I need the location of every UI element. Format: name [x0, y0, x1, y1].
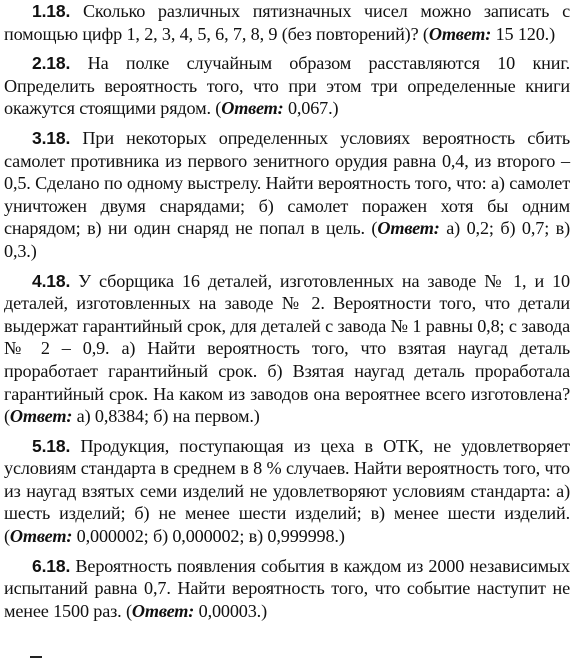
problem-6-18: 6.18. Вероятность появления события в каждом из 2000 независимых испытаний равна 0,7. Найти вероятность того, что событие наступит не менее 1500 раз. (Ответ: 0,00003.) — [4, 555, 570, 621]
problem-text: Сколько различных пятизначных чисел можно записать с помощью цифр 1, 2, 3, 4, 5, 6, 7, 8, 9 (без повторений)? — [4, 1, 570, 44]
problem-number: 6.18. — [32, 555, 71, 576]
problem-number: 4.18. — [32, 270, 71, 291]
answer-label: Ответ: — [377, 218, 440, 239]
problem-3-18: 3.18. При некоторых определенных условиях вероятность сбить самолет противника из первого зенитного орудия равна 0,4, из второго – 0,5. Сделано по одному выстрелу. Найти вероятность того, что: а) самолет уничтожен двумя снарядами; б) самолет поражен хотя бы одним снарядом; в) ни один снаряд не попал в цель. (Ответ: а) 0,2; б) 0,7; в) 0,3.) — [4, 127, 570, 261]
answer-value: 0,00003. — [198, 600, 262, 621]
problem-2-18: 2.18. На полке случайным образом расставляются 10 книг. Определить вероятность того, что при этом три определенные книги окажутся стоящими рядом. (Ответ: 0,067.) — [4, 53, 570, 119]
answer-label: Ответ: — [428, 23, 492, 44]
answer-label: Ответ: — [131, 600, 195, 621]
problem-number: 2.18. — [32, 53, 71, 74]
problem-text: Продукция, поступающая из цеха в ОТК, не удовлетворяет условиям стандарта в среднем в 8 % случаев. Найти вероятность того, что из наугад взятых семи изделий не удовлетворяют условиям стандарта: а) шесть изделий; б) не менее шести изделий; в) менее шести изделий. — [4, 435, 570, 524]
answer-label: Ответ: — [9, 526, 73, 547]
problem-text: При некоторых определенных условиях вероятность сбить самолет противника из первого зенитного орудия равна 0,4, из второго – 0,5. Сделано по одному выстрелу. Найти вероятность того, что: а) самолет уничтожен двумя снарядами; б) самолет поражен хотя бы одним снарядом; в) ни один снаряд не попал в цель. — [4, 127, 570, 239]
problem-number: 3.18. — [32, 127, 71, 148]
answer-label: Ответ: — [9, 406, 73, 427]
answer-value: 15 120. — [495, 23, 550, 44]
problem-5-18: 5.18. Продукция, поступающая из цеха в ОТК, не удовлетворяет условиям стандарта в среднем в 8 % случаев. Найти вероятность того, что из наугад взятых семи изделий не удовлетворяют условиям стандарта: а) шесть изделий; б) не менее шести изделий; в) менее шести изделий. (Ответ: 0,000002; б) 0,000002; в) 0,999998.) — [4, 435, 570, 547]
next-line-fragment — [30, 656, 42, 666]
problem-number: 1.18. — [32, 1, 71, 21]
problem-text: У сборщика 16 деталей, изготовленных на заводе № 1, и 10 деталей, изготовленных на заводе № 2. Вероятности того, что детали выдержат гарантийный срок, для деталей с завода № 1 равны 0,8; с завода № 2 – 0,9. а) Найти вероятность того, что взятая наугад деталь проработает гарантийный срок. б) Взятая наугад деталь проработала гарантийный срок. На каком из заводов она вероятнее всего изготовлена? — [4, 270, 570, 404]
answer-label: Ответ: — [221, 98, 284, 119]
problem-list — [4, 0, 570, 629]
problem-1-18: 1.18. Сколько различных пятизначных чисел можно записать с помощью цифр 1, 2, 3, 4, 5, 6, 7, 8, 9 (без повторений)? (Ответ: 15 120.) — [4, 1, 570, 44]
answer-value: а) 0,2; б) 0,7; в) 0,3. — [4, 218, 570, 261]
answer-value: 0,067. — [287, 98, 333, 119]
problem-text: На полке случайным образом расставляются 10 книг. Определить вероятность того, что при этом три определенные книги окажутся стоящими рядом. — [4, 53, 570, 119]
problem-number: 5.18. — [32, 435, 71, 456]
problem-text: Вероятность появления события в каждом из 2000 независимых испытаний равна 0,7. Найти вероятность того, что событие наступит не менее 1500 раз. — [4, 555, 570, 621]
problem-4-18: 4.18. У сборщика 16 деталей, изготовленных на заводе № 1, и 10 деталей, изготовленных на заводе № 2. Вероятности того, что детали выдержат гарантийный срок, для деталей с завода № 1 равны 0,8; с завода № 2 – 0,9. а) Найти вероятность того, что взятая наугад деталь проработает гарантийный срок. б) Взятая наугад деталь проработала гарантийный срок. На каком из заводов она вероятнее всего изготовлена? (Ответ: а) 0,8384; б) на первом.) — [4, 270, 570, 427]
answer-value: а) 0,8384; б) на первом. — [76, 406, 254, 427]
answer-value: 0,000002; б) 0,000002; в) 0,999998. — [76, 526, 339, 547]
